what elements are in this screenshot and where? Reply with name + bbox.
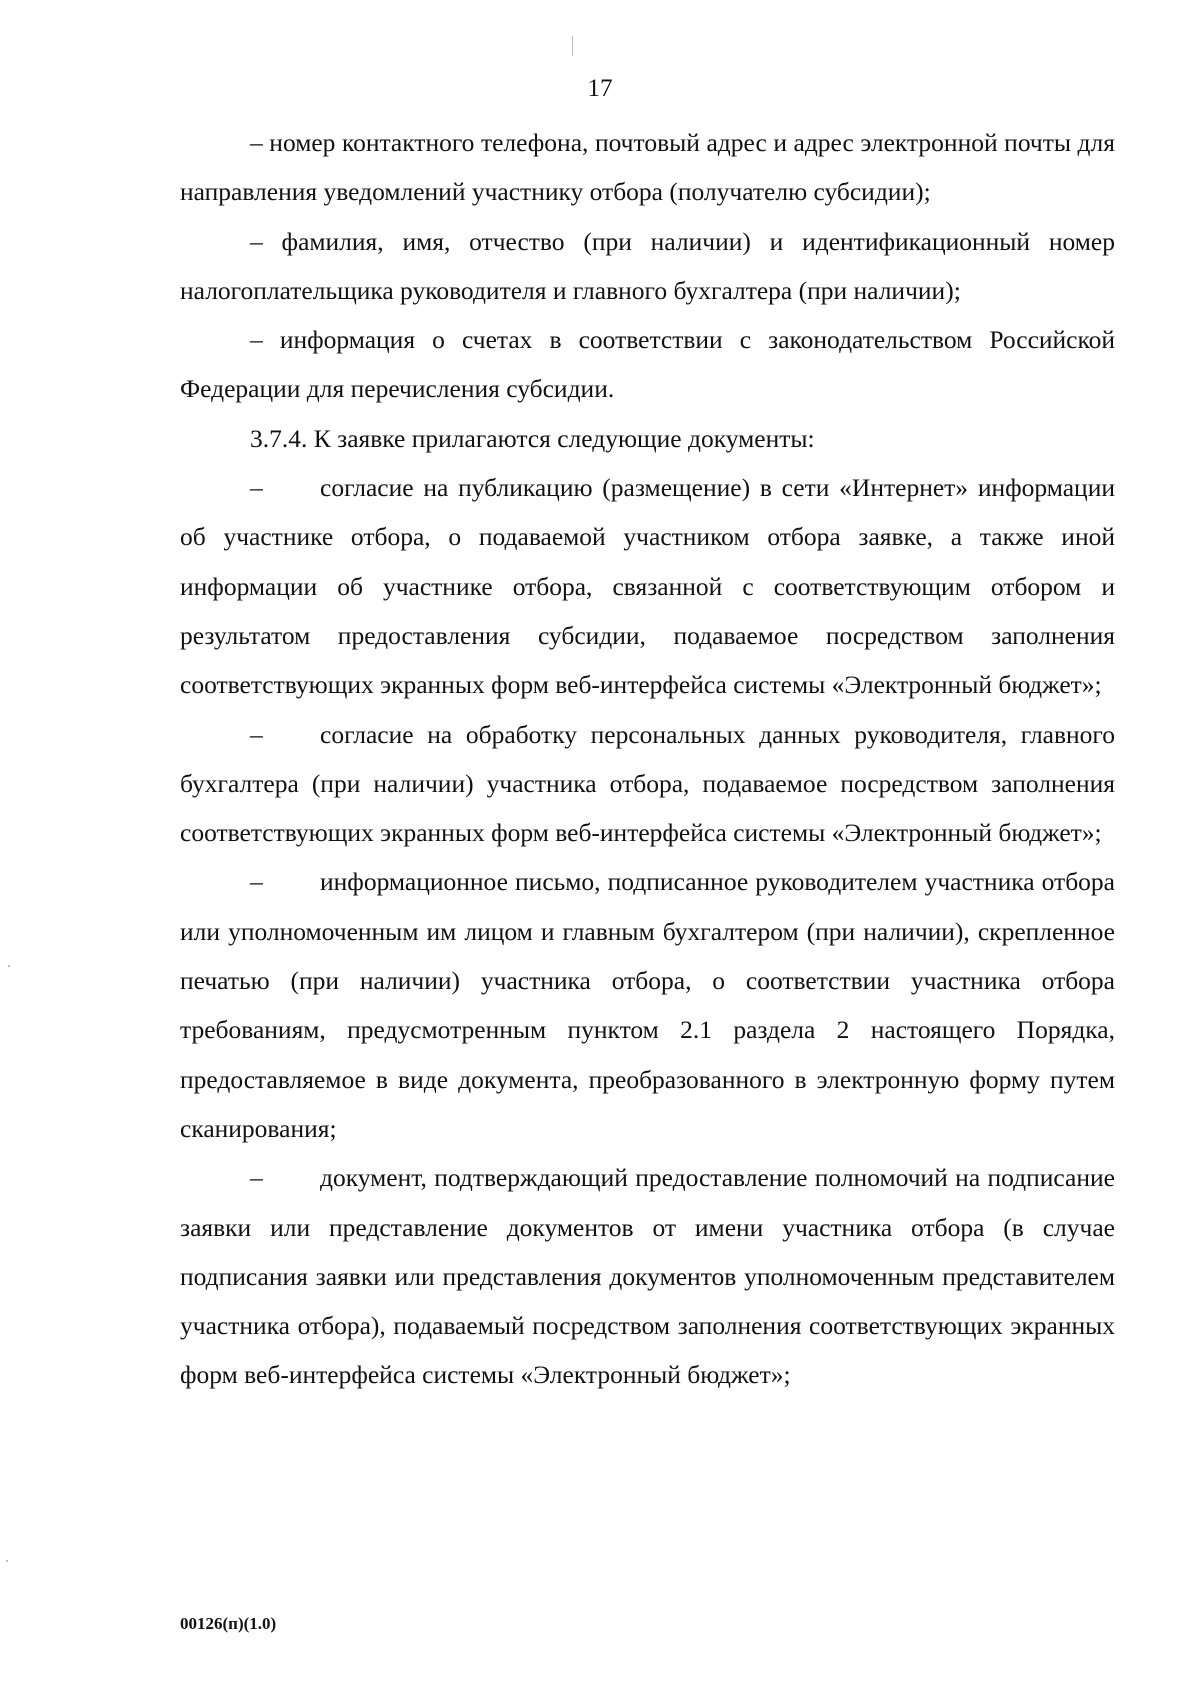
list-item-information-letter	[180, 857, 1115, 1153]
list-item-personal-data-consent	[180, 710, 1115, 858]
page-number: 17	[587, 75, 613, 102]
list-item-publication-consent	[180, 463, 1115, 709]
list-dash: –	[250, 719, 263, 749]
list-item-text: согласие на публикацию (размещение) в сети «Интернет» информации об участнике отбора, о подаваемой участником отбора заявке, а также иной информации об участнике отбора, связанной с соответствующим отбором и результатом предоставления субсидии, подаваемое посредством заполнения соответствующих экранных форм веб-интерфейса системы «Электронный бюджет»;	[180, 473, 1115, 700]
list-item-text: согласие на обработку персональных данных руководителя, главного бухгалтера (при наличии) участника отбора, подаваемое посредством заполнения соответствующих экранных форм веб-интерфейса системы «Электронный бюджет»;	[180, 719, 1115, 848]
paragraph-names-inn: – фамилия, имя, отчество (при наличии) и идентификационный номер налогоплательщика руководителя и главного бухгалтера (при наличии);	[180, 226, 1115, 305]
list-dash: –	[250, 473, 263, 503]
scan-artifact	[572, 36, 573, 56]
list-item-authority-document	[180, 1153, 1115, 1399]
paragraph-contact-info: – номер контактного телефона, почтовый адрес и адрес электронной почты для направления уведомлений участнику отбора (получателю субсидии);	[180, 128, 1115, 207]
list-dash: –	[250, 1163, 263, 1193]
list-item-text: документ, подтверждающий предоставление полномочий на подписание заявки или представление документов от имени участника отбора (в случае подписания заявки или представления документов уполномоченным представителем участника отбора), подаваемый посредством заполнения соответствующих экранных форм веб-интерфейса системы «Электронный бюджет»;	[180, 1163, 1115, 1390]
document-body	[180, 118, 1115, 1400]
paragraph-accounts-info: – информация о счетах в соответствии с законодательством Российской Федерации для перечисления субсидии.	[180, 325, 1115, 404]
list-dash: –	[250, 867, 263, 897]
paragraph-section-3-7-4: 3.7.4. К заявке прилагаются следующие документы:	[250, 423, 815, 453]
scan-artifact	[6, 1560, 8, 1562]
list-item-text: информационное письмо, подписанное руководителем участника отбора или уполномоченным им лицом и главным бухгалтером (при наличии), скрепленное печатью (при наличии) участника отбора, о соответствии участника отбора требованиям, предусмотренным пунктом 2.1 раздела 2 настоящего Порядка, предоставляемое в виде документа, преобразованного в электронную форму путем сканирования;	[180, 867, 1115, 1143]
document-code: 00126(п)(1.0)	[180, 1614, 277, 1633]
scan-artifact	[8, 965, 10, 967]
